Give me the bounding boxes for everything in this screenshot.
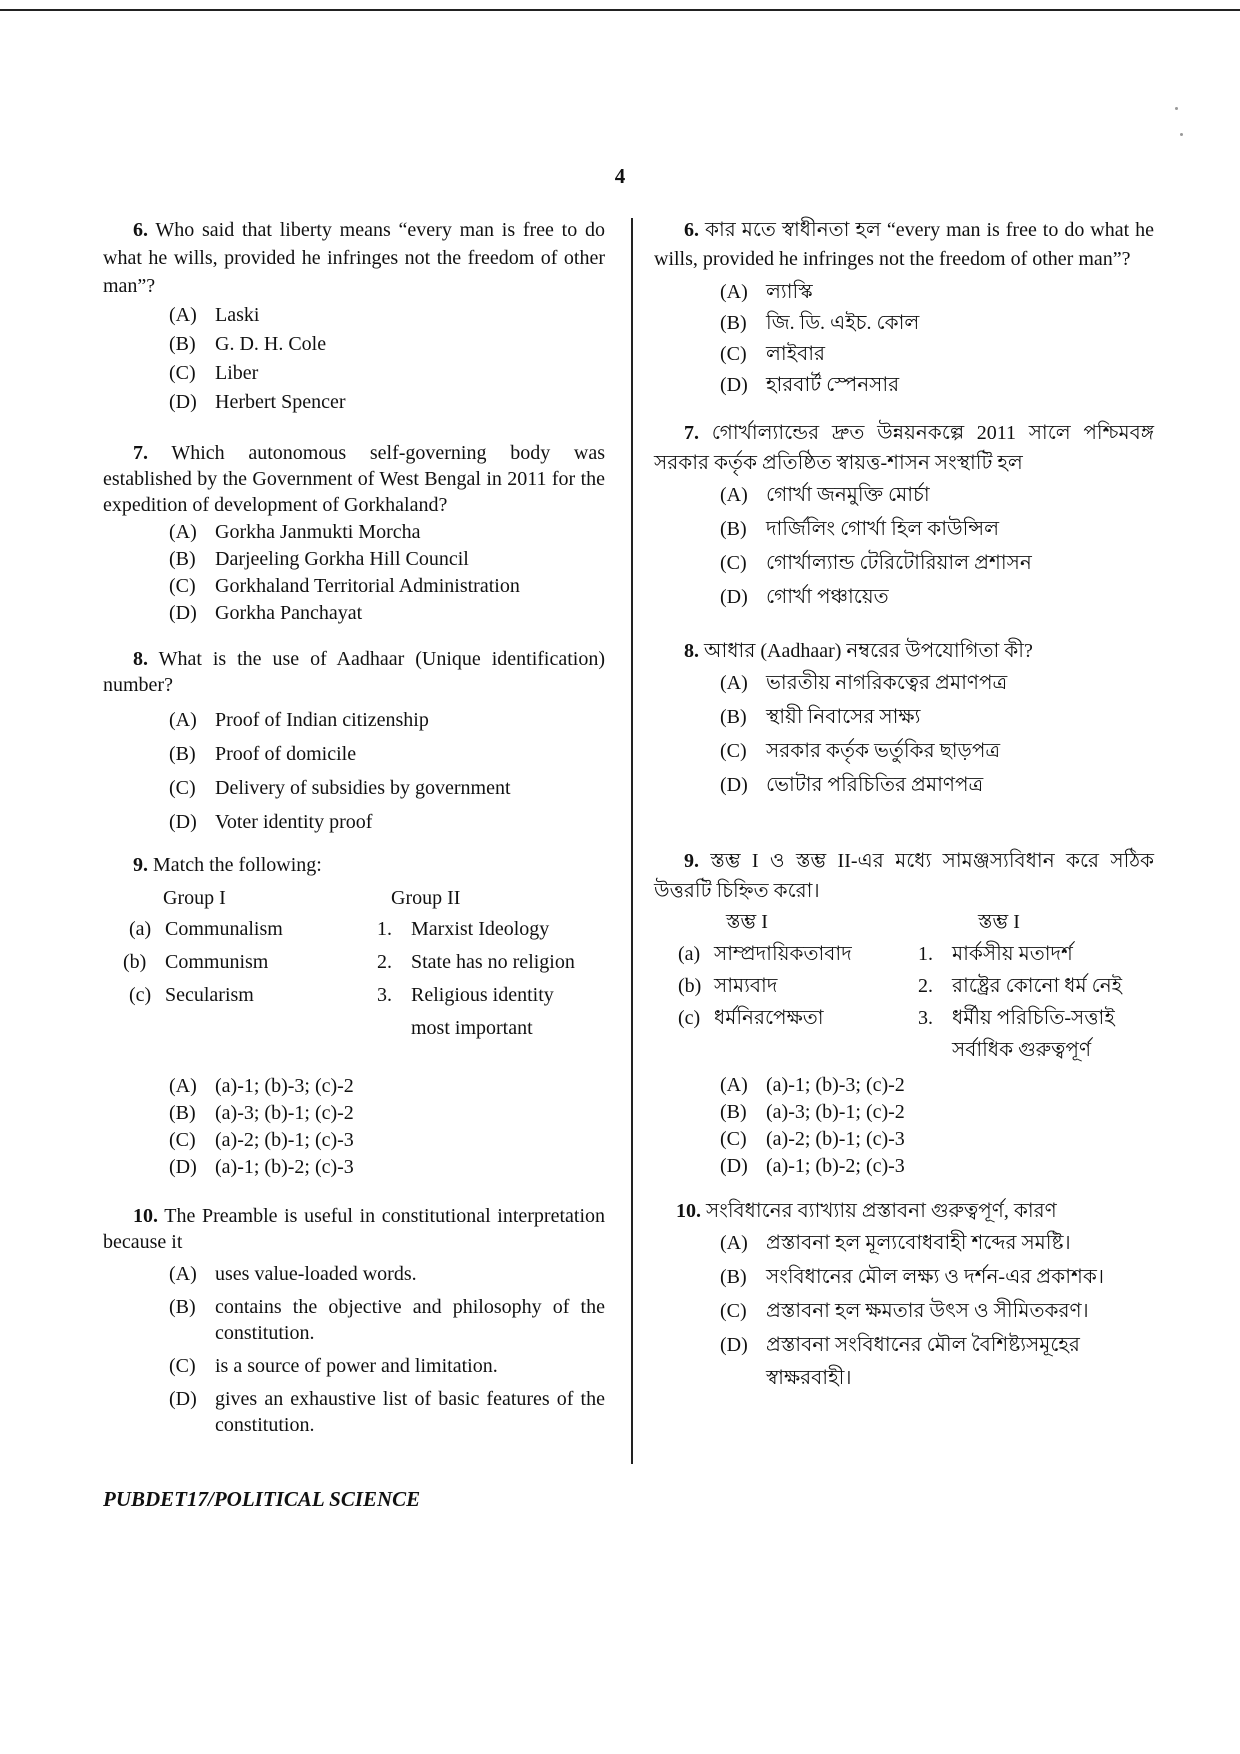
question-text: আধার (Aadhaar) নম্বরের উপযোগিতা কী? bbox=[704, 640, 1033, 662]
question-10 bbox=[654, 1196, 1154, 1395]
column-divider bbox=[631, 218, 633, 1464]
option-b: (B) স্থায়ী নিবাসের সাক্ষ্য bbox=[720, 706, 921, 728]
option-d: (D) ভোটার পরিচিতির প্রমাণপত্র bbox=[720, 774, 984, 796]
question-text: Match the following: bbox=[153, 854, 322, 876]
option-c: (C) (a)-2; (b)-1; (c)-3 bbox=[720, 1128, 905, 1150]
option-d: (D) হারবার্ট স্পেনসার bbox=[720, 374, 900, 396]
question-number: 10. bbox=[676, 1200, 701, 1222]
question-6 bbox=[654, 216, 1154, 400]
question-number: 10. bbox=[133, 1205, 158, 1227]
option-c: (C) গোর্খাল্যান্ড টেরিটোরিয়াল প্রশাসন bbox=[720, 552, 1032, 574]
question-9 bbox=[103, 851, 605, 1181]
option-c: (C) Gorkhaland Territorial Administration bbox=[169, 575, 520, 597]
match-row: (c) Secularism 3. Religious identity most important bbox=[129, 984, 554, 1039]
match-row: (a) সাম্প্রদায়িকতাবাদ 1. মার্কসীয় মতাদর্শ bbox=[678, 943, 1073, 965]
question-text: What is the use of Aadhaar (Unique identification) number? bbox=[103, 648, 605, 696]
question-8 bbox=[103, 646, 605, 839]
option-b: (B) G. D. H. Cole bbox=[169, 333, 327, 355]
option-c: (C) সরকার কর্তৃক ভর্তুকির ছাড়পত্র bbox=[720, 740, 1001, 762]
page-number: 4 bbox=[614, 164, 626, 188]
option-d: (D) Herbert Spencer bbox=[169, 391, 346, 413]
option-c: (C) is a source of power and limitation. bbox=[169, 1355, 498, 1377]
option-b: (B) Proof of domicile bbox=[169, 743, 357, 765]
question-number: 9. bbox=[684, 850, 699, 872]
option-a: (A) Proof of Indian citizenship bbox=[169, 709, 429, 731]
option-a: (A) প্রস্তাবনা হল মূল্যবোধবাহী শব্দের সমষ্টি। bbox=[720, 1232, 1071, 1254]
match-header bbox=[654, 906, 1154, 938]
match-row: (c) ধর্মনিরপেক্ষতা 3. ধর্মীয় পরিচিতি-সত্তাই সর্বাধিক গুরুত্বপূর্ণ bbox=[678, 1007, 1115, 1061]
group-2-heading: Group II bbox=[391, 887, 461, 909]
question-number: 7. bbox=[684, 422, 699, 444]
question-text: স্তম্ভ I ও স্তম্ভ II-এর মধ্যে সামঞ্জস্যবিধান করে সঠিক উত্তরটি চিহ্নিত করো। bbox=[654, 850, 1155, 902]
question-number: 9. bbox=[133, 854, 148, 876]
question-number: 6. bbox=[684, 219, 699, 241]
question-text: সংবিধানের ব্যাখ্যায় প্রস্তাবনা গুরুত্বপূর্ণ, কারণ bbox=[706, 1200, 1057, 1222]
option-a: (A) uses value-loaded words. bbox=[169, 1263, 417, 1285]
question-number: 6. bbox=[133, 219, 148, 241]
option-a: (A) Laski bbox=[169, 304, 260, 326]
footer-code: PUBDET17/POLITICAL SCIENCE bbox=[103, 1487, 421, 1511]
group-1-heading: Group I bbox=[163, 887, 226, 909]
option-d: (D) gives an exhaustive list of basic features of the constitution. bbox=[169, 1388, 605, 1436]
option-b: (B) Darjeeling Gorkha Hill Council bbox=[169, 548, 469, 570]
option-c: (C) প্রস্তাবনা হল ক্ষমতার উৎস ও সীমিতকরণ। bbox=[720, 1300, 1089, 1322]
question-number: 8. bbox=[684, 640, 699, 662]
english-column bbox=[103, 216, 605, 1438]
match-row: (b) সাম্যবাদ 2. রাষ্ট্রের কোনো ধর্ম নেই bbox=[678, 975, 1123, 997]
top-rule bbox=[0, 9, 1240, 11]
option-a: (A) গোর্খা জনমুক্তি মোর্চা bbox=[720, 484, 930, 506]
option-b: (B) contains the objective and philosophy of the constitution. bbox=[169, 1296, 605, 1344]
option-a: (A) ভারতীয় নাগরিকত্বের প্রমাণপত্র bbox=[720, 672, 1008, 694]
question-number: 8. bbox=[133, 648, 148, 670]
option-c: (C) (a)-2; (b)-1; (c)-3 bbox=[169, 1129, 354, 1151]
option-d: (D) (a)-1; (b)-2; (c)-3 bbox=[720, 1155, 905, 1177]
question-6 bbox=[103, 216, 605, 416]
option-c: (C) লাইবার bbox=[720, 343, 826, 365]
match-row: (b) Communism 2. State has no religion bbox=[123, 951, 575, 973]
option-b: (B) (a)-3; (b)-1; (c)-2 bbox=[720, 1101, 905, 1123]
option-a: (A) ল্যাস্কি bbox=[720, 281, 813, 303]
option-b: (B) (a)-3; (b)-1; (c)-2 bbox=[169, 1102, 354, 1124]
option-d: (D) Voter identity proof bbox=[169, 811, 373, 833]
question-text: গোর্খাল্যান্ডের দ্রুত উন্নয়নকল্পে 2011 সালে পশ্চিমবঙ্গ সরকার কর্তৃক প্রতিষ্ঠিত স্বায়ত্ত-শাসন সংস্থাটি হল bbox=[654, 422, 1155, 474]
bengali-column bbox=[654, 216, 1154, 1395]
question-8 bbox=[654, 636, 1154, 802]
scan-smudge bbox=[1175, 107, 1178, 110]
question-text: The Preamble is useful in constitutional interpretation because it bbox=[103, 1205, 605, 1253]
option-a: (A) (a)-1; (b)-3; (c)-2 bbox=[169, 1075, 354, 1097]
group-2-heading: স্তম্ভ I bbox=[978, 911, 1020, 933]
match-row: (a) Communalism 1. Marxist Ideology bbox=[129, 918, 550, 940]
option-d: (D) গোর্খা পঞ্চায়েত bbox=[720, 586, 889, 608]
group-1-heading: স্তম্ভ I bbox=[726, 911, 768, 933]
question-text: কার মতে স্বাধীনতা হল “every man is free to do what he wills, provided he infringes not the freedom of other man”? bbox=[654, 219, 1155, 270]
question-text: Which autonomous self-governing body was established by the Government of West Bengal in 2011 for the expedition of development of Gorkhaland? bbox=[103, 442, 606, 516]
option-c: (C) Delivery of subsidies by government bbox=[169, 777, 511, 799]
question-text: Who said that liberty means “every man is free to do what he wills, provided he infringes not the freedom of other man”? bbox=[103, 219, 605, 297]
question-7 bbox=[654, 418, 1154, 614]
option-b: (B) দার্জিলিং গোর্খা হিল কাউন্সিল bbox=[720, 518, 999, 540]
option-a: (A) (a)-1; (b)-3; (c)-2 bbox=[720, 1074, 905, 1096]
option-d: (D) (a)-1; (b)-2; (c)-3 bbox=[169, 1156, 354, 1178]
match-header bbox=[103, 883, 605, 913]
option-a: (A) Gorkha Janmukti Morcha bbox=[169, 521, 421, 543]
option-c: (C) Liber bbox=[169, 362, 259, 384]
question-10 bbox=[103, 1203, 605, 1438]
scan-smudge bbox=[1180, 133, 1183, 136]
option-d: (D) প্রস্তাবনা সংবিধানের মৌল বৈশিষ্ট্যসমূহের স্বাক্ষরবাহী। bbox=[720, 1334, 1080, 1389]
option-b: (B) জি. ডি. এইচ. কোল bbox=[720, 312, 920, 334]
option-b: (B) সংবিধানের মৌল লক্ষ্য ও দর্শন-এর প্রকাশক। bbox=[720, 1266, 1104, 1288]
question-number: 7. bbox=[133, 442, 148, 464]
question-7 bbox=[103, 440, 605, 626]
option-d: (D) Gorkha Panchayat bbox=[169, 602, 363, 624]
question-9 bbox=[654, 846, 1154, 1180]
